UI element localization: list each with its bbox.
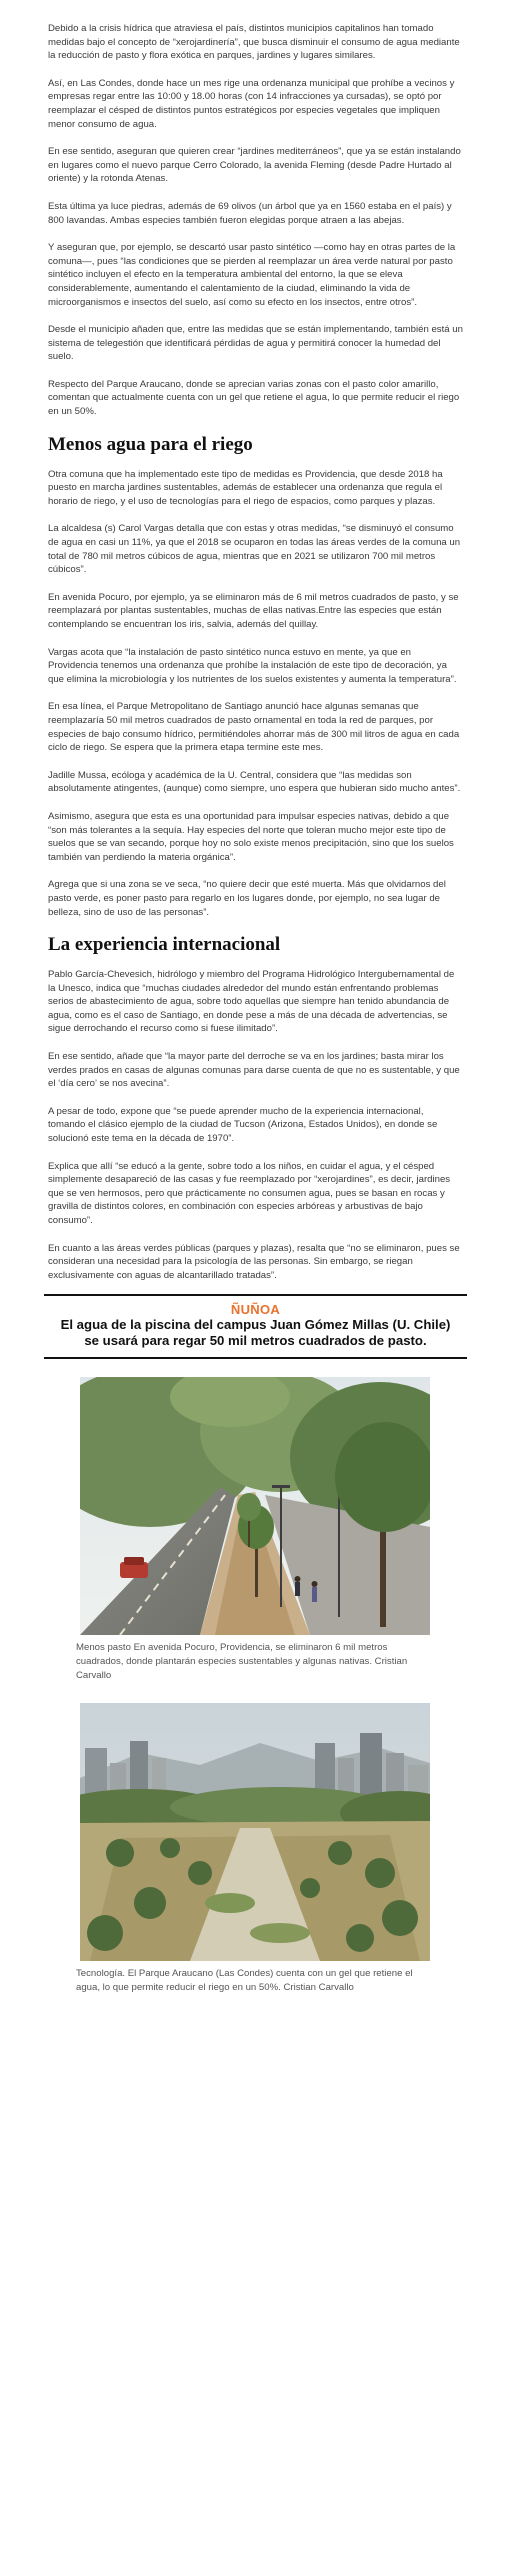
section-riego	[48, 468, 463, 919]
related-kicker: ÑUÑOA	[230, 1302, 281, 1318]
section-intro	[48, 22, 463, 419]
paragraph: Esta última ya luce piedras, además de 69 olivos (un árbol que ya en 1560 estaba en el país) y 800 lavandas. Ambas especies también fueron elegidas porque atraen a las abejas.	[48, 200, 452, 226]
paragraph: Jadille Mussa, ecóloga y académica de la U. Central, considera que “las medidas son absolutamente atingentes, (aunque) como siempre, uno espera que hubieran sido mucho antes”.	[48, 769, 461, 795]
photo-figure-pocuro	[48, 1377, 463, 1682]
photo-caption: Menos pasto En avenida Pocuro, Providencia, se eliminaron 6 mil metros cuadrados, donde plantarán especies sustentables y algunas nativas. Cristian Carvallo	[76, 1642, 408, 1681]
paragraph: La alcaldesa (s) Carol Vargas detalla que con estas y otras medidas, “se disminuyó el consumo de agua en casi un 11%, ya que el 2018 se ocuparon en todas las áreas verdes de la comuna un total de 780 mil metros cúbicos de agua, mientras que en 2021 se utilizaron 700 mil metros cúbicos”.	[48, 523, 461, 576]
paragraph: Respecto del Parque Araucano, donde se aprecian varias zonas con el pasto color amarillo, comentan que actualmente cuenta con un gel que retiene el agua, lo que permite reducir el riego en un 50%.	[48, 378, 460, 418]
section-heading: La experiencia internacional	[48, 934, 281, 956]
paragraph: En cuanto a las áreas verdes públicas (parques y plazas), resalta que “no se eliminaron, pues se consideran una necesidad para la psicología de las personas. Sin embargo, se riegan exclusivamente con aguas de alcantarillado tratadas”.	[48, 1242, 460, 1281]
paragraph: Otra comuna que ha implementado este tipo de medidas es Providencia, que desde 2018 ha puesto en marcha jardines sustentables, además de establecer una ordenanza que regula el horario de riego, y el uso de tecnologías para el riego de espacios, como parques y plazas.	[48, 468, 443, 507]
paragraph: En avenida Pocuro, por ejemplo, ya se eliminaron más de 6 mil metros cuadrados de pasto, y se reemplazará por plantas sustentables, muchas de ellas nativas.Entre las especies que están contemplando se encuentran los iris, salvia, además del quillay.	[48, 591, 459, 630]
paragraph: En ese sentido, añade que “la mayor parte del derroche se va en los jardines; basta mirar los verdes prados en casas de algunas comunas para darse cuenta de que no es sustentable, y que el ‘día cero’ se nos avecina”.	[48, 1051, 460, 1090]
related-article-link[interactable]	[44, 1294, 467, 1359]
section-internacional	[48, 968, 463, 1282]
street-photo-image	[80, 1377, 430, 1635]
paragraph: A pesar de todo, expone que “se puede aprender mucho de la experiencia internacional, tomando el clásico ejemplo de la ciudad de Tucson (Arizona, Estados Unidos), en donde se solucionó este tema en la década de 1970”.	[48, 1105, 438, 1145]
paragraph: Vargas acota que “la instalación de pasto sintético nunca estuvo en mente, ya que en Providencia tenemos una ordenanza que prohíbe la instalación de este tipo de decoración, ya que elimina la microbiología y los nutrientes de los suelos existentes y aumenta la temperatura”.	[48, 646, 457, 685]
paragraph: Pablo García-Chevesich, hidrólogo y miembro del Programa Hidrológico Intergubernamental de la Unesco, indica que “muchas ciudades alrededor del mundo están enfrentando problemas serios de abastecimiento de agua, sobre todo aquellas que siempre han tenido abundancia de agua, como es el caso de Santiago, en donde pese a más de una década de advertencias, se sigue derrochando el recurso como si fuese ilimitado”.	[48, 969, 455, 1035]
paragraph: Así, en Las Condes, donde hace un mes rige una ordenanza municipal que prohíbe a vecinos y empresas regar entre las 10:00 y 18.00 horas (con 14 infracciones ya cursadas), se optó por reemplazar el césped de distintos puntos estratégicos por especies vegetales que impliquen menor consumo de agua.	[48, 77, 455, 130]
paragraph: Explica que allí “se educó a la gente, sobre todo a los niños, en cuidar el agua, y el césped simplemente desapareció de las casas y fue reemplazado por “xerojardines”, es decir, jardines que se ven hermosos, pero que prácticamente no consumen agua, pues se basan en rocas y gravilla de distintos colores, en combinación con especies arbóreas y arbustivas de bajo consumo”.	[48, 1160, 451, 1226]
section-heading: Menos agua para el riego	[48, 433, 253, 455]
paragraph: Desde el municipio añaden que, entre las medidas que se están implementando, también está un sistema de telegestión que identificará pérdidas de agua y permitirá conocer la humedad del suelo.	[48, 324, 463, 363]
related-headline[interactable]: El agua de la piscina del campus Juan Gómez Millas (U. Chile) se usará para regar 50 mil metros cuadrados de pasto.	[60, 1317, 451, 1349]
photo-figure-araucano	[48, 1703, 463, 1995]
paragraph: Y aseguran que, por ejemplo, se descartó usar pasto sintético —como hay en otras partes de la comuna—, pues “las condiciones que se pierden al reemplazar un área verde natural por pasto sintético incluyen el efecto en la temperatura ambiental del entorno, la que se eleva considerablemente, aumentando el calentamiento de la ciudad, eliminando la vida de microorganismos e insectos del suelo, así como su efecto en los insectos, entre otros”.	[48, 242, 456, 308]
park-photo-image	[80, 1703, 430, 1961]
paragraph: Debido a la crisis hídrica que atraviesa el país, distintos municipios capitalinos han tomado medidas bajo el concepto de “xerojardinería”, que busca disminuir el consumo de agua mediante la reducción de pasto y flora exótica en parques, jardines y lugares similares.	[48, 23, 460, 62]
paragraph: En esa línea, el Parque Metropolitano de Santiago anunció hace algunas semanas que reemplazaría 50 mil metros cuadrados de pasto ornamental en toda la red de parques, por especies de bajo consumo hídrico, permitiéndoles ahorrar más de 300 mil litros de agua en cada ciclo de riego. Se espera que la primera etapa termine este mes.	[48, 701, 460, 754]
paragraph: En ese sentido, aseguran que quieren crear “jardines mediterráneos”, que ya se están instalando en lugares como el nuevo parque Cerro Colorado, la avenida Fleming (desde Padre Hurtado al oriente) y la rotonda Atenas.	[48, 146, 461, 185]
paragraph: Agrega que si una zona se ve seca, “no quiere decir que esté muerta. Más que olvidarnos del pasto verde, es poner pasto para regarlo en los lugares donde, por ejemplo, no sea lugar de belleza, sino de uso de las personas”.	[48, 879, 446, 918]
photo-caption: Tecnología. El Parque Araucano (Las Condes) cuenta con un gel que retiene el agua, lo que permite reducir el riego en un 50%. Cristian Carvallo	[76, 1967, 413, 1993]
paragraph: Asimismo, asegura que esta es una oportunidad para impulsar especies nativas, debido a que “son más tolerantes a la sequía. Hay especies del norte que toleran mucho mejor este tipo de suelos que se van secando, porque hoy no solo existe menos precipitación, sino que los suelos también van perdiendo la materia orgánica”.	[48, 810, 454, 863]
